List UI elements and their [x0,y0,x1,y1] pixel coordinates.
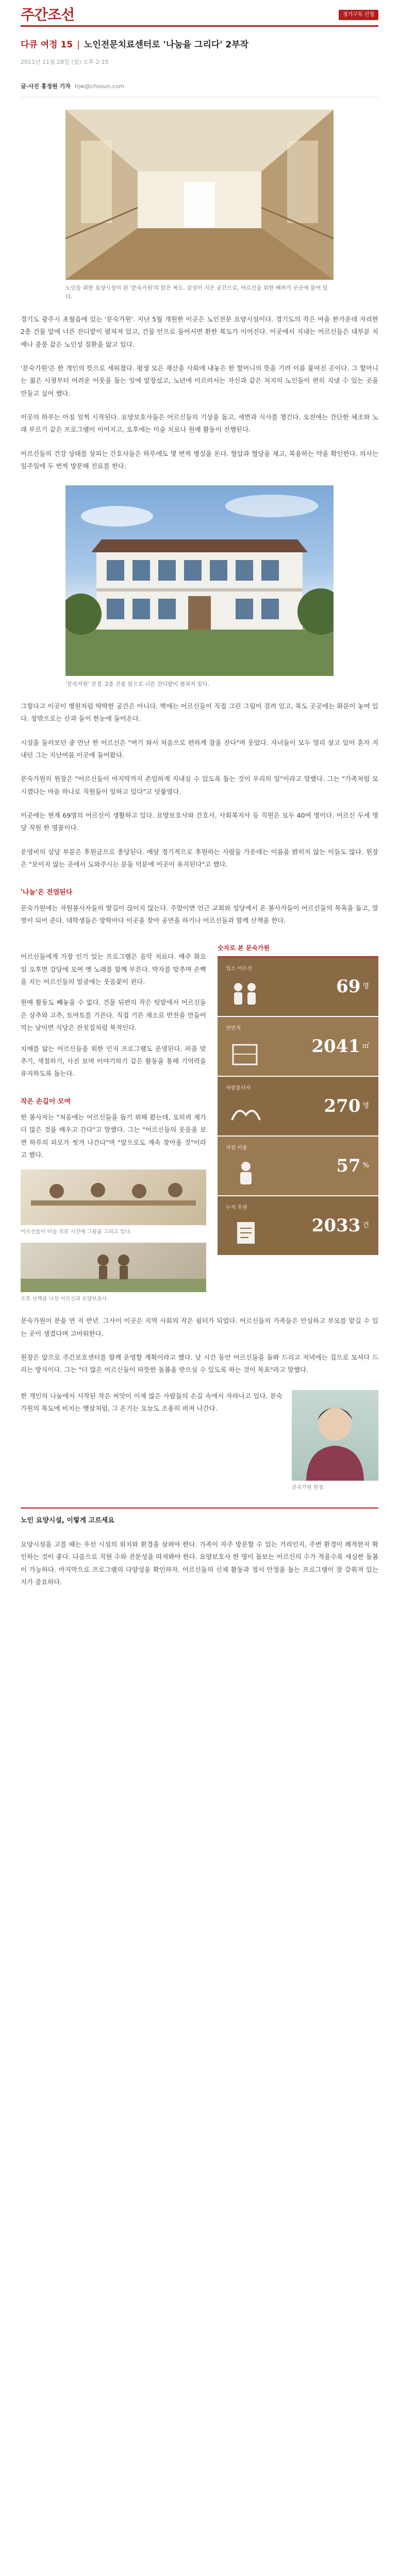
section-heading: 작은 손길이 모여 [21,1097,71,1106]
paragraph: 원예 활동도 빼놓을 수 없다. 건물 뒤편의 작은 텃밭에서 어르신들은 상추와 고추, 토마토를 기른다. 직접 기른 채소로 반찬을 만들어 먹는 날이면 식당은 잔칫집처럼 북적인다. [21,998,206,1032]
building-icon [228,1040,264,1066]
article-dateline: 2011년 11월 28일 (월) 오후 2:15 [21,59,109,66]
left-column [21,942,206,1303]
byline: 글·사진 홍정원 기자 [21,82,71,90]
stat-item [218,1077,378,1137]
paragraph: 운영비의 상당 부분은 후원금으로 충당된다. 매달 정기적으로 후원하는 사람들 가운데는 이름을 밝히지 않는 이들도 많다. 원장은 "보이지 않는 곳에서 도와주시는 분들 덕분에 이곳이 유지된다"고 했다. [21,848,378,869]
info-box-title: 노인 요양시설, 이렇게 고르세요 [21,1516,114,1524]
stat-value: 57 [336,1155,361,1176]
stat-unit: 명 [362,1101,369,1110]
figure-caption: '문숙가원' 전경. 2층 건물 앞으로 너른 잔디밭이 펼쳐져 있다. [65,681,210,687]
stat-label: 입소 어르신 [226,965,253,972]
info-box-text: 요양시설을 고를 때는 우선 시설의 위치와 환경을 살펴야 한다. 가족이 자주 방문할 수 있는 거리인지, 주변 환경이 쾌적한지 확인하는 것이 좋다. 다음으로 직원 수와 전문성을 따져봐야 한다. 요양보호사 한 명이 돌보는 어르신의 수가 적을수록 세심한 돌봄이 가능하다. 마지막으로 프로그램의 다양성을 확인하자. 어르신들의 신체 활동과 정서 안정을 돕는 프로그램이 잘 갖춰져 있는지가 중요하다. [21,1540,378,1586]
paragraph: 경기도 광주시 초월읍에 있는 '문숙가원'. 지난 5월 개원한 이곳은 노인전문 요양시설이다. 경기도의 작은 마을 한가운데 자리한 2층 건물 앞에 너른 잔디밭이 펼쳐져 있고, 건물 안으로 들어서면 환한 복도가 이어진다. 이곳에서 지내는 어르신들은 대부분 치매나 중풍 같은 노인성 질환을 앓고 있다. [21,315,378,348]
stat-value: 69 [336,976,361,997]
stats-list [218,957,378,1256]
paragraph: 한 봉사자는 "처음에는 어르신들을 돕기 위해 왔는데, 오히려 제가 더 많은 것을 배우고 간다"고 말했다. 그는 "어르신들의 웃음을 보면 하루의 피로가 씻겨 나간다"며 "앞으로도 계속 찾아올 것"이라고 했다. [21,1113,206,1159]
portrait-text [21,1390,282,1415]
paragraph: 원장은 앞으로 주간보호센터를 함께 운영할 계획이라고 했다. 낮 시간 동안 어르신들을 돌봐 드리고 저녁에는 집으로 모셔다 드리는 방식이다. 그는 "더 많은 어르신들이 따뜻한 돌봄을 받으실 수 있도록 하는 것이 목표"라고 말했다. [21,1353,378,1374]
portrait-block [21,1390,378,1492]
article-headline: 노인전문치료센터로 '나눔을 그리다' 2부작 [84,40,249,50]
photo-caption: 어르신들이 미술 치료 시간에 그림을 그리고 있다. [21,1229,132,1235]
portrait-figure [292,1390,378,1492]
section-heading: '나눔'은 전염된다 [21,888,73,896]
logo[interactable]: 주간조선 [21,6,75,23]
stat-value: 2041 [311,1036,360,1057]
paragraph: 그렇다고 이곳이 병원처럼 딱딱한 공간은 아니다. 벽에는 어르신들이 직접 그린 그림이 걸려 있고, 복도 곳곳에는 화분이 놓여 있다. 창밖으로는 산과 들이 한눈에 들어온다. [21,702,378,723]
subscribe-button[interactable]: 정기구독 신청 [339,10,378,20]
paragraph: '문숙가원'은 한 개인의 뜻으로 세워졌다. 평생 모은 재산을 사회에 내놓은 한 할머니의 뜻을 기려 이름 붙여진 곳이다. 그 할머니는 젊은 시절부터 어려운 이웃을 돕는 일에 앞장섰고, 노년에 이르러서는 자신과 같은 처지의 노인들이 편히 지낼 수 있는 곳을 만들고 싶어 했다. [21,364,378,397]
author-email[interactable]: hjw@chosun.com [74,82,125,90]
walk-photo [21,1243,206,1292]
figure-building [65,485,334,689]
people-icon [228,980,264,1007]
nurse-icon [228,1159,264,1186]
activity-illustration [21,1170,206,1225]
stat-item [218,1196,378,1256]
paragraph: 이곳에는 현재 69명의 어르신이 생활하고 있다. 요양보호사와 간호사, 사회복지사 등 직원은 모두 40여 명이다. 어르신 두세 명당 직원 한 명꼴이다. [21,811,378,832]
paragraph: 문숙가원에는 자원봉사자들의 발길이 끊이지 않는다. 주말이면 인근 교회와 성당에서 온 봉사자들이 어르신들의 목욕을 돕고, 말벗이 되어 준다. 대학생들은 방학마다 이곳을 찾아 공연을 하거나 어르신들과 함께 산책을 한다. [21,904,378,924]
stat-item [218,1017,378,1077]
activity-photo [21,1170,206,1225]
document-icon [228,1219,264,1246]
stats-panel [218,942,378,1303]
masthead [21,0,378,27]
title-separator: | [77,40,80,50]
paragraph: 어르신들의 건강 상태를 살피는 간호사들은 하루에도 몇 번씩 병실을 돈다. 혈압과 혈당을 재고, 복용하는 약을 확인한다. 의사는 일주일에 두 번씩 방문해 진료를 한다. [21,449,378,470]
paragraph: 문숙가원이 문을 연 지 반년. 그사이 이곳은 지역 사회의 작은 쉼터가 되었다. 어르신들의 가족들은 안심하고 부모를 맡길 수 있는 곳이 생겼다며 고마워한다. [21,1317,378,1337]
stat-label: 연면적 [226,1025,241,1031]
walk-illustration [21,1243,206,1292]
paragraph: 한 개인의 나눔에서 시작된 작은 씨앗이 이제 많은 사람들의 손길 속에서 자라나고 있다. 문숙가원의 복도에 비치는 햇살처럼, 그 온기는 오늘도 조용히 퍼져 나간다. [21,1392,282,1413]
person-illustration [292,1390,378,1481]
stat-item [218,1137,378,1196]
stat-unit: % [362,1161,369,1170]
paragraph: 치매를 앓는 어르신들을 위한 인지 프로그램도 운영된다. 퍼즐 맞추기, 색칠하기, 사진 보며 이야기하기 같은 활동을 통해 기억력을 유지하도록 돕는다. [21,1044,206,1078]
paragraph: 문숙가원의 원장은 "어르신들이 마지막까지 존엄하게 지내실 수 있도록 돕는 것이 우리의 일"이라고 말했다. 그는 "가족처럼 모시겠다는 마음 하나로 직원들이 일하고 있다"고 덧붙였다. [21,775,378,795]
portrait-caption: 문숙가원 원장. [292,1484,325,1490]
stat-label: 자원봉사자 [226,1085,251,1091]
info-box [21,1507,378,1589]
article-kicker: 다큐 여정 15 [21,40,73,50]
building-photo [65,485,334,676]
photo-caption: 오후 산책을 나선 어르신과 요양보호사. [21,1296,109,1302]
stat-value: 270 [324,1095,361,1116]
hands-icon [228,1099,264,1126]
panel-title: 숫자로 본 문숙가원 [218,942,378,957]
paragraph: 시설을 둘러보던 중 만난 한 어르신은 "여기 와서 처음으로 편하게 잠을 잔다"며 웃었다. 자녀들이 모두 멀리 살고 있어 혼자 지내던 그는 지난여름 이곳에 들어왔다. [21,738,378,759]
building-illustration [65,485,334,676]
byline-row [21,81,378,97]
portrait-photo [292,1390,378,1481]
corridor-illustration [65,110,334,280]
stat-unit: 건 [362,1221,369,1229]
stat-label: 직원 비율 [226,1145,247,1151]
corridor-photo [65,110,334,280]
paragraph: 어르신들에게 가장 인기 있는 프로그램은 음악 치료다. 매주 화요일 오후면 강당에 모여 옛 노래를 함께 부른다. 박자를 맞추며 손뼉을 치는 어르신들의 얼굴에는 웃음꽃이 핀다. [21,953,206,986]
two-column-area [21,942,378,1303]
stat-label: 누적 후원 [226,1205,247,1211]
figure-caption: 노인을 위한 요양시설이 된 '문숙가원'의 맑은 복도. 삼성이 지은 공간으로, 어르신을 위한 배려가 곳곳에 묻어 있다. [65,285,328,300]
stat-value: 2033 [311,1215,361,1236]
stat-unit: 명 [362,982,369,990]
article-title [21,37,378,53]
paragraph: 이곳의 하루는 아침 일찍 시작된다. 요양보호사들은 어르신들의 기상을 돕고, 세면과 식사를 챙긴다. 오전에는 간단한 체조와 노래 부르기 같은 프로그램이 이어지고, 오후에는 미술 치료나 원예 활동이 진행된다. [21,413,378,434]
stat-unit: ㎡ [362,1042,369,1050]
stat-item [218,957,378,1017]
figure-corridor [65,110,334,302]
